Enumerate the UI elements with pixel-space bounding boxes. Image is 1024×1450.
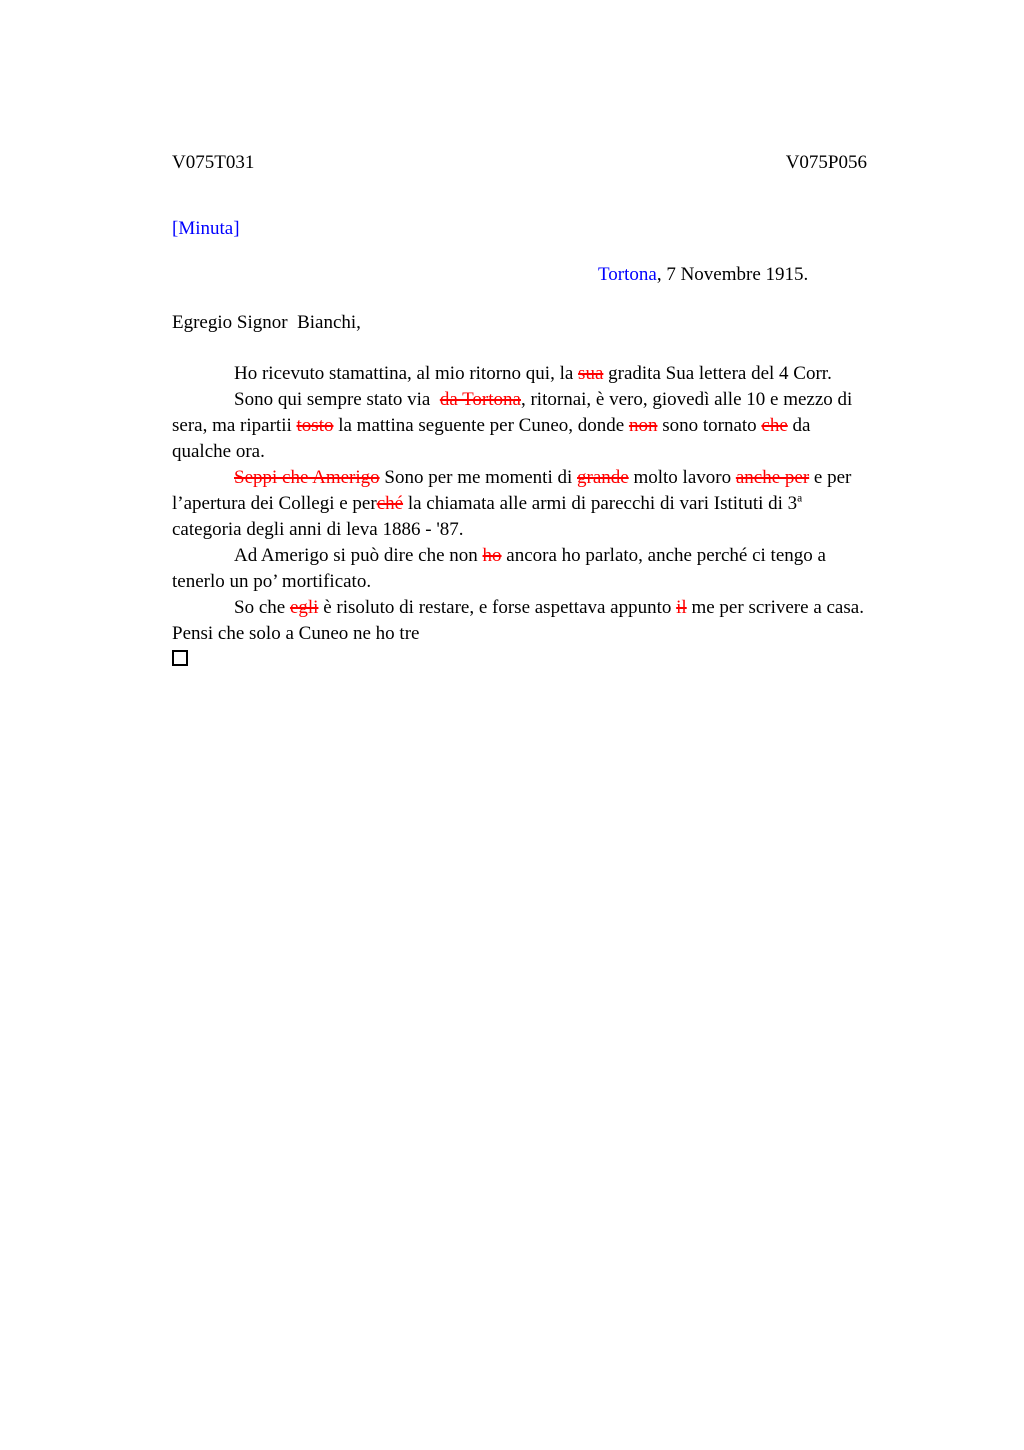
letter-line: [172, 569, 944, 595]
header-code-right: V075P056: [785, 152, 867, 173]
salutation: Egregio Signor Bianchi,: [172, 312, 361, 333]
letter-text: gradita Sua lettera del 4 Corr.: [603, 363, 832, 384]
letter-text: la mattina seguente per Cuneo, donde: [333, 415, 629, 436]
letter-text: me per scrivere a casa.: [686, 597, 864, 618]
letter-text: Sono per me momenti di: [379, 467, 578, 488]
deleted-text: grande: [577, 467, 629, 488]
letter-text: sera, ma ripartii: [172, 415, 297, 436]
letter-text: molto lavoro: [628, 467, 736, 488]
deleted-text: sua: [578, 363, 604, 384]
letter-text: Sono qui sempre stato via: [234, 389, 440, 410]
letter-text: Ho ricevuto stamattina, al mio ritorno qui, la: [234, 363, 579, 384]
letter-text: , ritornai, è vero, giovedì alle 10 e mezzo di: [520, 389, 853, 410]
letter-text: la chiamata alle armi di parecchi di vari Istituti di 3: [403, 493, 798, 514]
letter-text: è risoluto di restare, e forse aspettava appunto: [318, 597, 677, 618]
deleted-text: che: [761, 415, 788, 436]
letter-text: l’apertura dei Collegi e per: [172, 493, 377, 514]
deleted-text: da Tortona: [439, 389, 521, 410]
letter-text: tenerlo un po’ mortificato.: [172, 571, 372, 592]
dateline-date: , 7 Novembre 1915.: [656, 264, 809, 285]
letter-body: [172, 361, 944, 647]
deleted-text: ché: [376, 493, 404, 514]
letter-line: [172, 517, 944, 543]
letter-text: categoria degli anni di leva 1886 - '87.: [172, 519, 464, 540]
deleted-text: egli: [289, 597, 319, 618]
deleted-text: anche per: [735, 467, 810, 488]
letter-text: Pensi che solo a Cuneo ne ho tre: [172, 623, 420, 644]
letter-line: [172, 387, 944, 413]
letter-text: da: [787, 415, 811, 436]
header: [172, 150, 867, 176]
letter-text: sono tornato: [657, 415, 762, 436]
letter-line: [172, 595, 944, 621]
deleted-text: tosto: [296, 415, 334, 436]
letter-line: [172, 361, 944, 387]
letter-content: [0, 0, 1024, 673]
deleted-text: il: [676, 597, 687, 618]
letter-text: qualche ora.: [172, 441, 265, 462]
dateline-place: Tortona: [598, 264, 657, 285]
minuta-annotation: [Minuta]: [172, 218, 240, 239]
letter-line: [172, 413, 944, 439]
letter-text: So che: [234, 597, 290, 618]
letter-line: [172, 621, 944, 647]
empty-square-icon: [172, 650, 188, 666]
deleted-text: non: [628, 415, 658, 436]
letter-line: [172, 465, 944, 491]
header-code-left: V075T031: [172, 152, 255, 173]
letter-line: [172, 439, 944, 465]
letter-line: [172, 491, 944, 517]
deleted-text: ho: [482, 545, 502, 566]
superscript-text: a: [797, 492, 803, 505]
letter-text: e per: [809, 467, 852, 488]
letter-line: [172, 543, 944, 569]
dateline: [598, 262, 944, 288]
deleted-text: Seppi che Amerigo: [234, 467, 380, 488]
letter-text: Ad Amerigo si può dire che non: [234, 545, 483, 566]
footer-symbol-line: [172, 647, 944, 673]
letter-text: ancora ho parlato, anche perché ci tengo a: [501, 545, 826, 566]
